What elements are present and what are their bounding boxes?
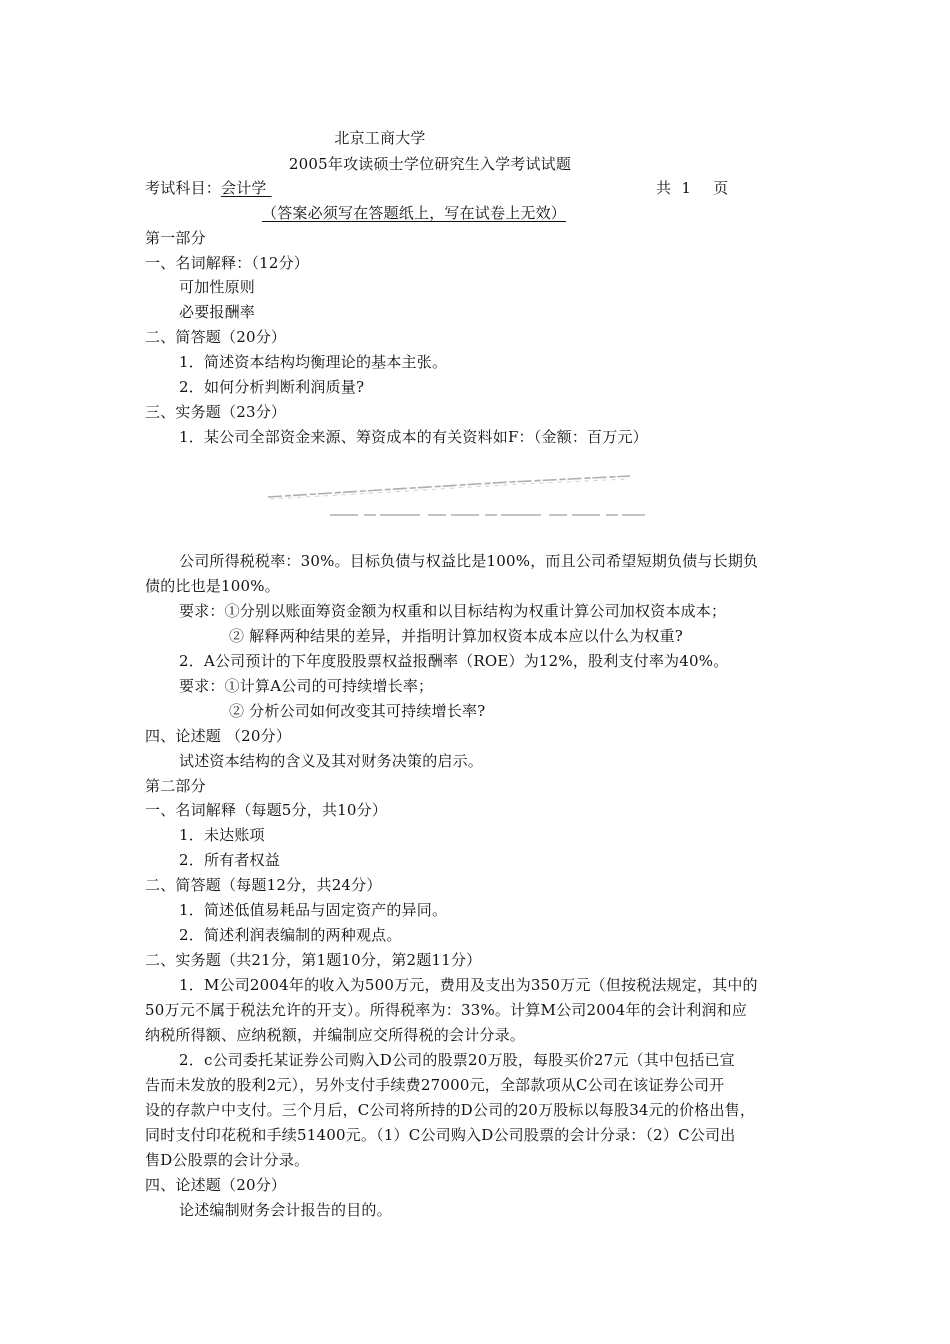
body-line: 公司所得税税率：30%。目标负债与权益比是100%，而且公司希望短期负债与长期负 xyxy=(179,552,759,570)
body-line: 二、实务题（共21分，第1题10分，第2题11分） xyxy=(145,951,482,969)
subject-underline-pad xyxy=(267,179,272,197)
body-line: 售D公股票的会计分录。 xyxy=(145,1151,310,1169)
body-line: ② 分析公司如何改变其可持续增长率? xyxy=(229,702,486,720)
body-line: 三、实务题（23分） xyxy=(145,403,287,421)
body-line: 四、论述题（20分） xyxy=(145,1176,287,1194)
body-line: 必要报酬率 xyxy=(179,303,256,321)
body-line: ② 解释两种结果的差异，并指明计算加权资本成本应以什么为权重? xyxy=(229,627,684,645)
faded-table-image xyxy=(260,470,660,530)
body-line: 论述编制财务会计报告的目的。 xyxy=(179,1201,392,1219)
body-line: 要求：①计算A公司的可持续增长率； xyxy=(179,677,434,695)
body-line: 2．如何分析判断利润质量? xyxy=(179,378,365,396)
body-line: 2．所有者权益 xyxy=(179,851,280,869)
body-line: 1．简述资本结构均衡理论的基本主张。 xyxy=(179,353,448,371)
body-line: 要求：①分别以账面筹资金额为权重和以目标结构为权重计算公司加权资本成本； xyxy=(179,602,727,620)
university-name: 北京工商大学 xyxy=(334,129,426,147)
page-count xyxy=(656,178,728,198)
body-line: 二、简答题（20分） xyxy=(145,328,287,346)
exam-title: 2005年攻读硕士学位研究生入学考试试题 xyxy=(288,155,572,173)
body-line: 1．未达账项 xyxy=(179,826,265,844)
page-count-ye: 页 xyxy=(713,179,729,197)
body-line: 1．简述低值易耗品与固定资产的异同。 xyxy=(179,901,448,919)
body-line: 二、简答题（每题12分，共24分） xyxy=(145,876,382,894)
body-line: 2．c公司委托某证券公司购入D公司的股票20万股，每股买价27元（其中包括已宣 xyxy=(179,1051,735,1069)
body-line: 一、名词解释（每题5分，共10分） xyxy=(145,801,388,819)
body-line: 设的存款户中支付。三个月后，C公司将所持的D公司的20万股标以每股34元的价格出售， xyxy=(145,1101,756,1119)
body-line: 第一部分 xyxy=(145,229,206,247)
body-line: 1．M公司2004年的收入为500万元，费用及支出为350万元（但按税法规定，其中的 xyxy=(179,976,758,994)
page-count-number: 1 xyxy=(681,179,692,197)
body-line: 50万元不属于税法允许的开支）。所得税率为：33%。计算M公司2004年的会计利润和应 xyxy=(145,1001,748,1019)
body-line: 1．某公司全部资金来源、筹资成本的有关资料如F：（金额：百万元） xyxy=(179,428,648,446)
subject-row xyxy=(145,178,272,198)
body-line: 同时支付印花税和手续51400元。（1）C公司购入D公司股票的会计分录：（2）C公司出 xyxy=(145,1126,736,1144)
body-line: 试述资本结构的含义及其对财务决策的启示。 xyxy=(179,752,484,770)
body-line: 2．A公司预计的下年度股股票权益报酬率（ROE）为12%，股利支付率为40%。 xyxy=(179,652,729,670)
body-line: 第二部分 xyxy=(145,777,206,795)
body-line: 告而未发放的股利2元），另外支付手续费27000元，全部款项从C公司在该证券公司开 xyxy=(145,1076,725,1094)
body-line: 2．简述利润表编制的两种观点。 xyxy=(179,926,402,944)
subject-label: 考试科目： xyxy=(145,179,222,197)
body-line: 纳税所得额、应纳税额，并编制应交所得税的会计分录。 xyxy=(145,1026,526,1044)
body-line: 债的比也是100%。 xyxy=(145,577,280,595)
answer-notice: （答案必须写在答题纸上，写在试卷上无效） xyxy=(262,204,567,222)
body-line: 四、论述题 （20分） xyxy=(145,727,292,745)
subject-value: 会计学 xyxy=(221,179,267,197)
body-line: 一、名词解释：（12分） xyxy=(145,254,309,272)
page-count-gong: 共 xyxy=(656,179,672,197)
body-line: 可加性原则 xyxy=(179,278,256,296)
